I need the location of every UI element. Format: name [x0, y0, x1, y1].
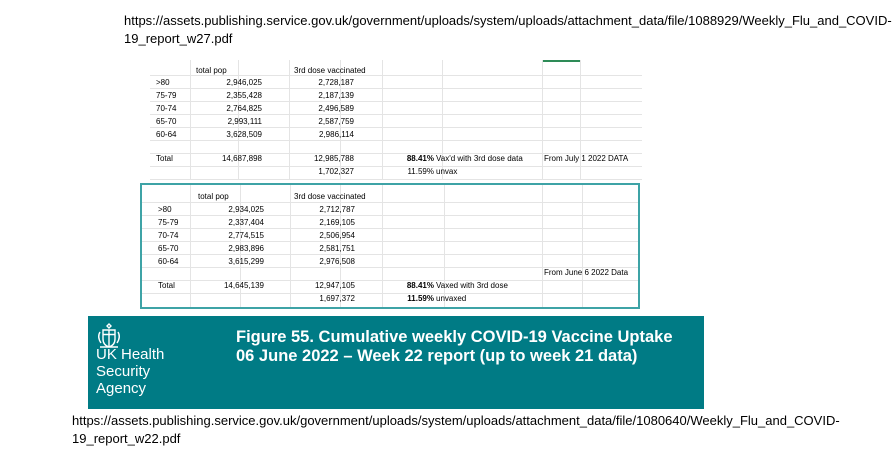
age-group: 75-79 [156, 91, 177, 100]
source-url-top[interactable]: https://assets.publishing.service.gov.uk/government/uploads/system/uploads/attachment_data/file/1088929/Weekly_Flu_and_COVID-19_report_w27.pdf [124, 13, 892, 46]
age-group: 60-64 [158, 257, 179, 266]
org-name-line: Security [96, 363, 151, 380]
total-label: Total [158, 281, 175, 290]
figure-title-line1: Figure 55. Cumulative weekly COVID-19 Vaccine Uptake [236, 328, 673, 346]
selected-cell-indicator [542, 60, 580, 62]
total-pop-sum: 14,687,898 [221, 154, 262, 163]
vaccinated-value: 2,496,589 [318, 104, 354, 113]
header-total-pop: total pop [196, 66, 227, 75]
vaccinated-value: 2,728,187 [318, 78, 354, 87]
total-pop-value: 2,774,515 [228, 231, 264, 240]
total-pop-value: 2,337,404 [228, 218, 264, 227]
spreadsheet-table-july [150, 60, 642, 180]
vaccinated-value: 2,986,114 [319, 130, 354, 139]
age-group: 65-70 [156, 117, 177, 126]
vaccinated-value: 2,187,139 [318, 91, 354, 100]
unvaccinated-description: unvaxed [436, 294, 467, 303]
total-pop-value: 3,615,299 [228, 257, 264, 266]
total-pop-value: 2,355,428 [226, 91, 262, 100]
vaccinated-value: 2,581,751 [319, 244, 355, 253]
age-group: 70-74 [158, 231, 179, 240]
vaccinated-description: Vaxed with 3rd dose [436, 281, 508, 290]
total-pop-sum: 14,645,139 [223, 281, 264, 290]
age-group: 70-74 [156, 104, 177, 113]
unvaccinated-count: 1,702,327 [318, 167, 354, 176]
age-group: >80 [158, 205, 172, 214]
ukhsa-figure-banner [88, 316, 704, 409]
data-date-note: From July 1 2022 DATA [544, 154, 629, 163]
header-total-pop: total pop [198, 192, 229, 201]
unvaccinated-percent: 11.59% [407, 167, 434, 176]
vaccinated-percent: 88.41% [406, 281, 434, 290]
total-label: Total [156, 154, 173, 163]
age-group: >80 [156, 78, 170, 87]
header-3rd-dose: 3rd dose vaccinated [294, 192, 366, 201]
vaccinated-value: 2,587,759 [318, 117, 354, 126]
total-pop-value: 2,764,825 [226, 104, 262, 113]
org-name-line: UK Health [96, 346, 165, 363]
unvaccinated-description: unvax [436, 167, 458, 176]
total-pop-value: 2,993,111 [227, 117, 262, 126]
vaccinated-value: 2,506,954 [319, 231, 355, 240]
vaccinated-description: Vax'd with 3rd dose data [436, 154, 523, 163]
vaccinated-value: 2,712,787 [319, 205, 355, 214]
vaccinated-value: 2,976,508 [319, 257, 355, 266]
age-group: 60-64 [156, 130, 177, 139]
header-3rd-dose: 3rd dose vaccinated [294, 66, 366, 75]
unvaccinated-count: 1,697,372 [319, 294, 355, 303]
vaccinated-percent: 88.41% [406, 154, 434, 163]
figure-title-line2: 06 June 2022 – Week 22 report (up to week 21 data) [236, 347, 638, 365]
total-pop-value: 2,934,025 [228, 205, 264, 214]
spreadsheet-table-june [140, 183, 640, 309]
total-pop-value: 2,946,025 [226, 78, 262, 87]
total-pop-value: 3,628,509 [226, 130, 262, 139]
vaccinated-value: 2,169,105 [319, 218, 355, 227]
data-date-note: From June 6 2022 Data [544, 268, 629, 277]
vaccinated-sum: 12,985,788 [313, 154, 354, 163]
vaccinated-sum: 12,947,105 [314, 281, 355, 290]
total-pop-value: 2,983,896 [228, 244, 264, 253]
age-group: 75-79 [158, 218, 179, 227]
source-url-bottom[interactable]: https://assets.publishing.service.gov.uk/government/uploads/system/uploads/attachment_data/file/1080640/Weekly_Flu_and_COVID-19_report_w22.pdf [72, 413, 840, 446]
age-group: 65-70 [158, 244, 179, 253]
unvaccinated-percent: 11.59% [407, 294, 434, 303]
org-name-line: Agency [96, 380, 147, 397]
figure-title [236, 328, 696, 366]
